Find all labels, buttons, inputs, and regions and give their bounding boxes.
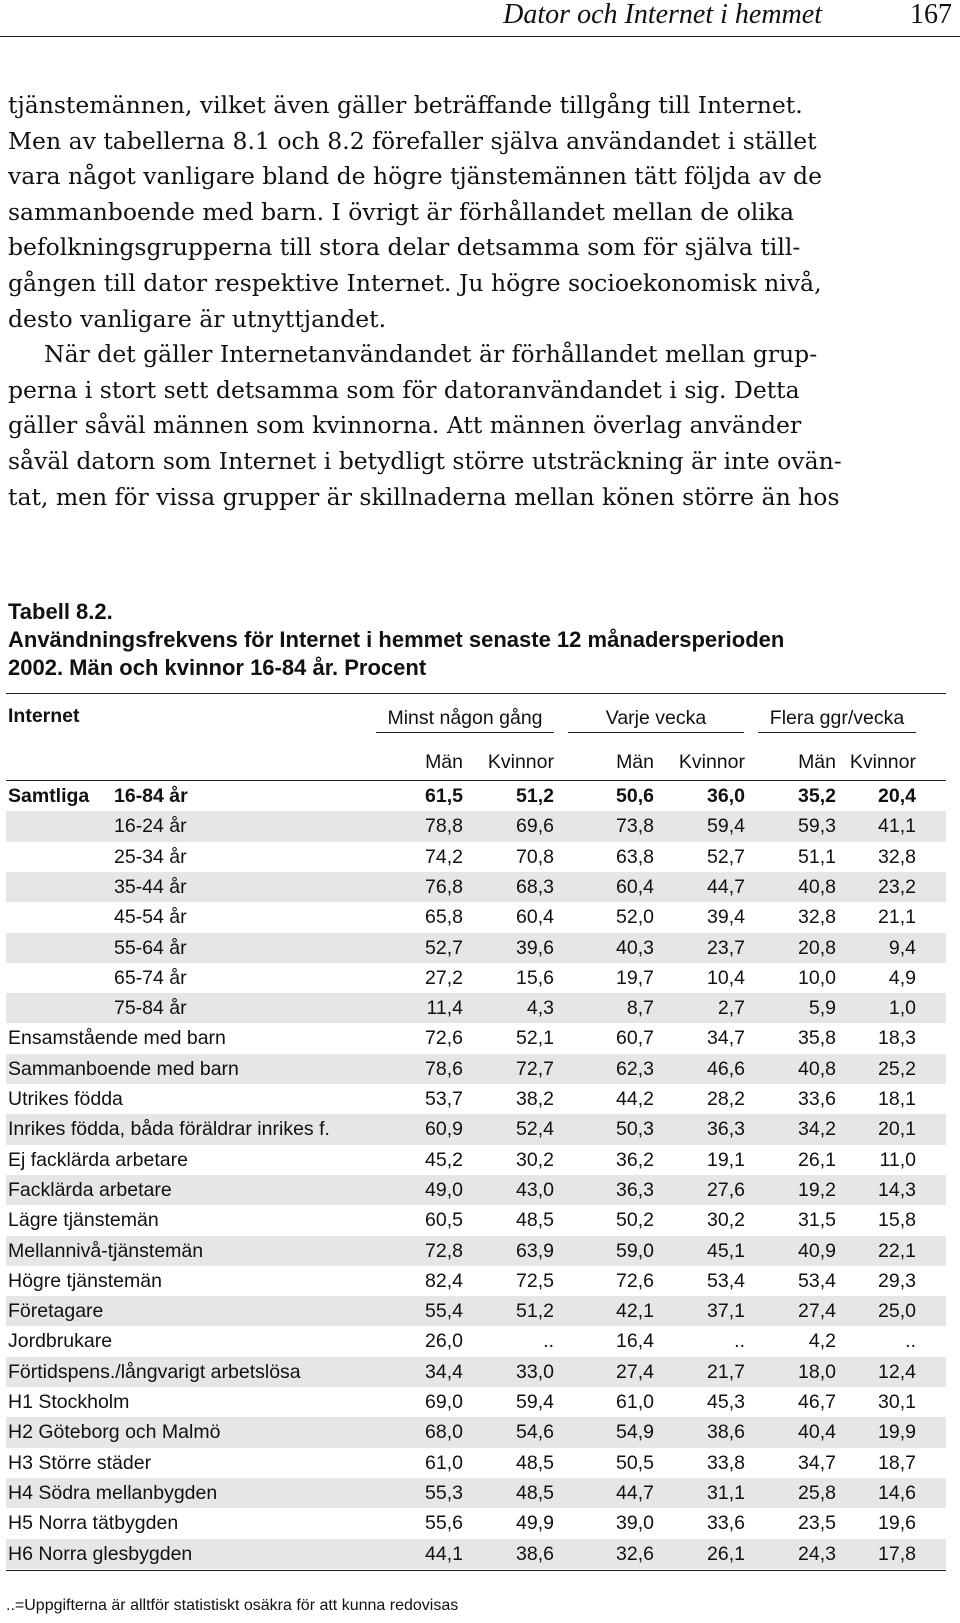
table-cell: 72,7 xyxy=(516,1057,554,1080)
table-cell: 26,1 xyxy=(798,1148,836,1171)
subheader-kvinnor-2: Kvinnor xyxy=(678,751,745,773)
table-cell: 32,8 xyxy=(798,906,836,929)
table-cell: 27,6 xyxy=(707,1178,745,1201)
table-cell: 51,2 xyxy=(516,785,554,807)
row-label: Högre tjänstemän xyxy=(8,1269,162,1292)
table-cell: .. xyxy=(734,1330,745,1353)
table-row xyxy=(6,933,946,963)
table-cell: 25,8 xyxy=(798,1481,836,1504)
body-line: gäller såväl männen som kvinnorna. Att männen överlag använder xyxy=(8,411,802,440)
body-line: perna i stort sett detsamma som för datoranvändandet i sig. Detta xyxy=(8,375,800,404)
subheader-man-3: Män xyxy=(798,751,836,773)
table-cell: 5,9 xyxy=(808,997,836,1020)
table-cell: 4,9 xyxy=(888,966,916,989)
table-cell: 53,7 xyxy=(425,1088,463,1110)
table-row xyxy=(6,1417,946,1447)
table-cell: 30,2 xyxy=(707,1209,745,1232)
table-cell: 60,9 xyxy=(425,1118,463,1141)
table-caption xyxy=(8,598,784,682)
table-cell: 40,8 xyxy=(798,1057,836,1080)
table-row xyxy=(6,1296,946,1326)
running-title: Dator och Internet i hemmet xyxy=(503,0,822,30)
table-cell: 19,2 xyxy=(798,1178,836,1201)
table-cell: 25,2 xyxy=(878,1057,916,1080)
table-cell: 78,8 xyxy=(425,815,463,838)
table-cell: 20,1 xyxy=(878,1118,916,1141)
table-cell: 32,6 xyxy=(616,1542,654,1565)
body-line: gången till dator respektive Internet. Ju högre socioekonomisk nivå, xyxy=(8,268,822,297)
table-cell: 37,1 xyxy=(707,1300,745,1323)
table-cell: 23,2 xyxy=(878,875,916,898)
table-cell: 4,2 xyxy=(808,1330,836,1353)
table-cell: 74,2 xyxy=(425,845,463,868)
table-row xyxy=(6,842,946,872)
subheader-man-2: Män xyxy=(616,751,654,773)
table-cell: 52,7 xyxy=(425,936,463,959)
table-cell: 59,3 xyxy=(798,815,836,838)
table-cell: 8,7 xyxy=(626,997,654,1020)
table-cell: 46,6 xyxy=(707,1057,745,1080)
body-line: befolkningsgrupperna till stora delar detsamma som för själva till- xyxy=(8,233,801,262)
row-age-group: 35-44 år xyxy=(114,875,187,898)
table-cell: 42,1 xyxy=(616,1300,654,1323)
row-label: Företagare xyxy=(8,1300,104,1323)
table-cell: 34,4 xyxy=(425,1360,463,1383)
subheader-kvinnor-1: Kvinnor xyxy=(487,751,554,773)
table-cell: 73,8 xyxy=(616,815,654,838)
table-cell: 44,7 xyxy=(616,1481,654,1504)
table-cell: 54,6 xyxy=(516,1421,554,1444)
table-cell: 29,3 xyxy=(878,1269,916,1292)
body-line: vara något vanligare bland de högre tjänstemännen tätt följda av de xyxy=(8,162,822,191)
table-cell: 54,9 xyxy=(616,1421,654,1444)
table-cell: 21,7 xyxy=(707,1360,745,1383)
table-cell: 14,3 xyxy=(878,1178,916,1201)
page-header xyxy=(0,0,960,37)
table-row xyxy=(6,1023,946,1053)
table-cell: 15,8 xyxy=(878,1209,916,1232)
table-row xyxy=(6,811,946,841)
row-age-group: 25-34 år xyxy=(114,845,187,868)
table-cell: 12,4 xyxy=(878,1360,916,1383)
table-cell: 68,0 xyxy=(425,1421,463,1444)
table-cell: 55,6 xyxy=(425,1512,463,1535)
table-row xyxy=(6,872,946,902)
row-age-group: 55-64 år xyxy=(114,936,187,959)
subheader-man-1: Män xyxy=(425,751,463,773)
table-cell: 10,0 xyxy=(798,966,836,989)
row-label: H3 Större städer xyxy=(8,1451,152,1474)
table-cell: 61,0 xyxy=(616,1391,654,1413)
table-row xyxy=(6,1387,946,1417)
table-row xyxy=(6,1357,946,1387)
table-cell: 19,9 xyxy=(878,1421,916,1444)
table-cell: 61,5 xyxy=(425,785,463,807)
table-cell: 27,4 xyxy=(798,1300,836,1323)
table-row xyxy=(6,1205,946,1235)
table-cell: 46,7 xyxy=(798,1391,836,1413)
table-cell: 76,8 xyxy=(425,875,463,898)
table-cell: 31,5 xyxy=(798,1209,836,1232)
row-label: Förtidspens./långvarigt arbetslösa xyxy=(8,1360,301,1383)
row-age-group: 45-54 år xyxy=(114,906,187,929)
table-cell: 9,4 xyxy=(888,936,916,959)
table-cell: 35,8 xyxy=(798,1027,836,1050)
table-row xyxy=(6,1478,946,1508)
table-row xyxy=(6,993,946,1023)
table-cell: 52,1 xyxy=(516,1027,554,1050)
table-cell: 26,1 xyxy=(707,1542,745,1565)
table-cell: 31,1 xyxy=(707,1481,745,1504)
table-cell: 53,4 xyxy=(798,1269,836,1292)
row-label: Jordbrukare xyxy=(8,1330,113,1353)
table-cell: 1,0 xyxy=(888,997,916,1020)
table-cell: .. xyxy=(543,1330,554,1353)
row-label: Facklärda arbetare xyxy=(8,1178,172,1201)
body-line: Men av tabellerna 8.1 och 8.2 förefaller själva användandet i stället xyxy=(8,126,817,155)
body-line: tat, men för vissa grupper är skillnaderna mellan könen större än hos xyxy=(8,482,840,511)
table-cell: 48,5 xyxy=(516,1451,554,1474)
table-cell: 50,6 xyxy=(616,785,654,807)
table-cell: 30,1 xyxy=(878,1391,916,1413)
table-cell: 45,3 xyxy=(707,1391,745,1413)
row-label: H1 Stockholm xyxy=(8,1391,130,1413)
table-cell: 82,4 xyxy=(425,1269,463,1292)
table-cell: 38,2 xyxy=(516,1088,554,1110)
table-cell: 36,2 xyxy=(616,1148,654,1171)
table-cell: 72,8 xyxy=(425,1239,463,1262)
table-subheader-row xyxy=(6,749,946,781)
table-cell: 52,4 xyxy=(516,1118,554,1141)
table-cell: 45,1 xyxy=(707,1239,745,1262)
table-header-groups xyxy=(6,693,946,749)
table-cell: 60,4 xyxy=(616,875,654,898)
table-cell: 60,4 xyxy=(516,906,554,929)
table-cell: 55,3 xyxy=(425,1481,463,1504)
table-row xyxy=(6,781,946,811)
table-cell: 60,5 xyxy=(425,1209,463,1232)
table-cell: 19,7 xyxy=(616,966,654,989)
table-cell: 38,6 xyxy=(516,1542,554,1565)
body-line: När det gäller Internetanvändandet är förhållandet mellan grup- xyxy=(44,340,818,369)
table-cell: 36,3 xyxy=(707,1118,745,1141)
row-label: Lägre tjänstemän xyxy=(8,1209,159,1232)
table-cell: 72,5 xyxy=(516,1269,554,1292)
table-cell: 69,6 xyxy=(516,815,554,838)
table-cell: 40,4 xyxy=(798,1421,836,1444)
table-cell: 34,2 xyxy=(798,1118,836,1141)
table-cell: 18,0 xyxy=(798,1360,836,1383)
table-cell: 51,1 xyxy=(798,845,836,868)
table-cell: 19,1 xyxy=(707,1148,745,1171)
table-cell: 27,2 xyxy=(425,966,463,989)
body-line: desto vanligare är utnyttjandet. xyxy=(8,304,387,333)
table-cell: 17,8 xyxy=(878,1542,916,1565)
row-label: Samtliga xyxy=(8,785,90,807)
row-label: Sammanboende med barn xyxy=(8,1057,239,1080)
table-cell: 30,2 xyxy=(516,1148,554,1171)
row-label: Utrikes födda xyxy=(8,1088,123,1110)
table-cell: 23,5 xyxy=(798,1512,836,1535)
table-cell: 18,1 xyxy=(878,1088,916,1110)
table-cell: 40,8 xyxy=(798,875,836,898)
page-number: 167 xyxy=(910,0,952,30)
table-cell: 10,4 xyxy=(707,966,745,989)
table-row xyxy=(6,902,946,932)
table-row xyxy=(6,1326,946,1356)
row-label: Inrikes födda, båda föräldrar inrikes f. xyxy=(8,1118,330,1141)
table-cell: 4,3 xyxy=(526,997,554,1020)
table-cell: 48,5 xyxy=(516,1481,554,1504)
row-age-group: 16-84 år xyxy=(114,785,188,807)
table-cell: 20,4 xyxy=(878,785,916,807)
body-line: såväl datorn som Internet i betydligt större utsträckning är inte ovän- xyxy=(8,446,842,475)
table-cell: 39,0 xyxy=(616,1512,654,1535)
table-cell: 38,6 xyxy=(707,1421,745,1444)
table-cell: 59,4 xyxy=(516,1391,554,1413)
table-cell: 36,3 xyxy=(616,1178,654,1201)
row-label: H4 Södra mellanbygden xyxy=(8,1481,218,1504)
table-cell: 50,3 xyxy=(616,1118,654,1141)
table-row xyxy=(6,1539,946,1569)
row-header-label: Internet xyxy=(8,705,80,727)
table-cell: 11,4 xyxy=(426,997,463,1020)
table-cell: 20,8 xyxy=(798,936,836,959)
table-cell: 44,7 xyxy=(707,875,745,898)
table-cell: 33,6 xyxy=(798,1088,836,1110)
table-cell: 14,6 xyxy=(878,1481,916,1504)
table-cell: 44,2 xyxy=(616,1088,654,1110)
table-cell: 18,3 xyxy=(878,1027,916,1050)
table-cell: 15,6 xyxy=(516,966,554,989)
table-cell: 50,2 xyxy=(616,1209,654,1232)
table-cell: 34,7 xyxy=(798,1451,836,1474)
table-cell: 63,9 xyxy=(516,1239,554,1262)
table-row xyxy=(6,1084,946,1114)
row-label: H6 Norra glesbygden xyxy=(8,1542,193,1565)
row-label: Ej facklärda arbetare xyxy=(8,1148,188,1171)
table-cell: 68,3 xyxy=(516,875,554,898)
row-label: Ensamstående med barn xyxy=(8,1027,226,1050)
table-cell: 33,0 xyxy=(516,1360,554,1383)
table-cell: 49,0 xyxy=(425,1178,463,1201)
table-cell: 40,9 xyxy=(798,1239,836,1262)
caption-line-1: Användningsfrekvens för Internet i hemmet senaste 12 månadersperioden xyxy=(8,627,785,652)
table-cell: 28,2 xyxy=(707,1088,745,1110)
table-cell: .. xyxy=(905,1330,916,1353)
table-cell: 63,8 xyxy=(616,845,654,868)
table-cell: 23,7 xyxy=(707,936,745,959)
table-row xyxy=(6,1266,946,1296)
body-line: sammanboende med barn. I övrigt är förhållandet mellan de olika xyxy=(8,197,795,226)
table-cell: 48,5 xyxy=(516,1209,554,1232)
table-cell: 43,0 xyxy=(516,1178,554,1201)
table-cell: 36,0 xyxy=(707,785,745,807)
table-cell: 21,1 xyxy=(878,906,916,929)
group-header-flera-ggr-vecka: Flera ggr/vecka xyxy=(758,707,916,733)
table-cell: 32,8 xyxy=(878,845,916,868)
group-header-varje-vecka: Varje vecka xyxy=(568,707,744,733)
row-age-group: 75-84 år xyxy=(114,997,187,1020)
table-cell: 19,6 xyxy=(878,1512,916,1535)
table-bottom-rule xyxy=(6,1570,946,1571)
row-label: Mellannivå-tjänstemän xyxy=(8,1239,204,1262)
table-cell: 78,6 xyxy=(425,1057,463,1080)
table-cell: 69,0 xyxy=(425,1391,463,1413)
table-cell: 52,7 xyxy=(707,845,745,868)
table-cell: 25,0 xyxy=(878,1300,916,1323)
caption-label: Tabell 8.2. xyxy=(8,599,113,624)
table-cell: 53,4 xyxy=(707,1269,745,1292)
table-row xyxy=(6,1448,946,1478)
table-cell: 41,1 xyxy=(878,815,916,838)
table-cell: 18,7 xyxy=(878,1451,916,1474)
table-cell: 45,2 xyxy=(425,1148,463,1171)
table-cell: 40,3 xyxy=(616,936,654,959)
table-row xyxy=(6,1054,946,1084)
table-cell: 39,4 xyxy=(707,906,745,929)
table-cell: 33,8 xyxy=(707,1451,745,1474)
row-age-group: 16-24 år xyxy=(114,815,187,838)
table-cell: 70,8 xyxy=(516,845,554,868)
table-cell: 2,7 xyxy=(717,997,745,1020)
body-paragraphs xyxy=(8,88,943,515)
table-row xyxy=(6,1508,946,1538)
row-label: H2 Göteborg och Malmö xyxy=(8,1421,221,1444)
table-cell: 61,0 xyxy=(425,1451,463,1474)
group-header-minst-nagon-gang: Minst någon gång xyxy=(376,707,554,733)
table-cell: 52,0 xyxy=(616,906,654,929)
table-cell: 65,8 xyxy=(425,906,463,929)
table-cell: 50,5 xyxy=(616,1451,654,1474)
table-row xyxy=(6,1114,946,1144)
table-cell: 72,6 xyxy=(425,1027,463,1050)
table-cell: 34,7 xyxy=(707,1027,745,1050)
table-cell: 44,1 xyxy=(425,1542,463,1565)
table-row xyxy=(6,1145,946,1175)
table-cell: 49,9 xyxy=(516,1512,554,1535)
table-cell: 55,4 xyxy=(425,1300,463,1323)
table-row xyxy=(6,963,946,993)
table-cell: 27,4 xyxy=(616,1360,654,1383)
table-cell: 59,4 xyxy=(707,815,745,838)
row-age-group: 65-74 år xyxy=(114,966,187,989)
table-cell: 51,2 xyxy=(516,1300,554,1323)
table-cell: 26,0 xyxy=(425,1330,463,1353)
table-cell: 11,0 xyxy=(879,1148,916,1171)
table-row xyxy=(6,1236,946,1266)
table-cell: 16,4 xyxy=(616,1330,654,1353)
body-line: tjänstemännen, vilket även gäller beträffande tillgång till Internet. xyxy=(8,91,803,119)
subheader-kvinnor-3: Kvinnor xyxy=(849,751,916,773)
table-cell: 39,6 xyxy=(516,936,554,959)
table-cell: 62,3 xyxy=(616,1057,654,1080)
table-row xyxy=(6,1175,946,1205)
table-cell: 72,6 xyxy=(616,1269,654,1292)
table-cell: 22,1 xyxy=(878,1239,916,1262)
row-label: H5 Norra tätbygden xyxy=(8,1512,179,1535)
table-cell: 60,7 xyxy=(616,1027,654,1050)
table-cell: 59,0 xyxy=(616,1239,654,1262)
table-footnote: ..=Uppgifterna är alltför statistiskt osäkra för att kunna redovisas xyxy=(6,1597,459,1614)
table-cell: 24,3 xyxy=(798,1542,836,1565)
table-cell: 33,6 xyxy=(707,1512,745,1535)
table-cell: 35,2 xyxy=(798,785,836,807)
caption-line-2: 2002. Män och kvinnor 16-84 år. Procent xyxy=(8,655,427,680)
